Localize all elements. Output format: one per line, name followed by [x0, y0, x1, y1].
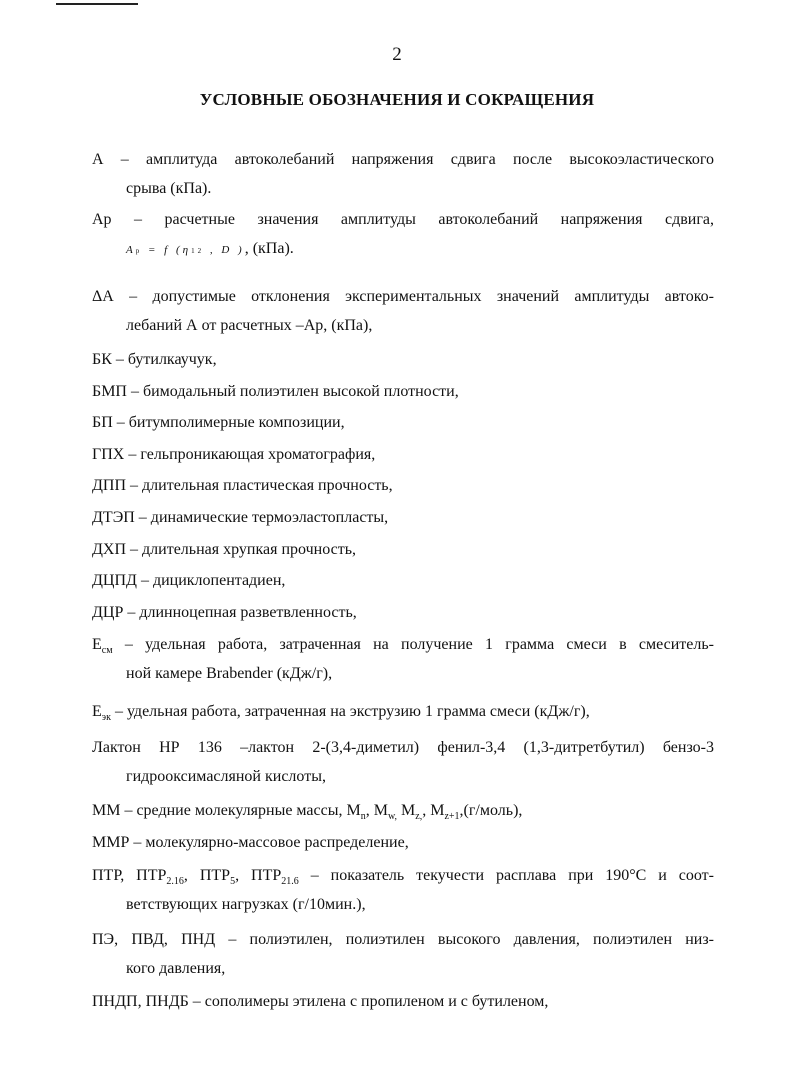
- symbol-e: Е: [92, 703, 102, 720]
- entry-line: БК – бутилкаучук,: [92, 351, 217, 368]
- entry-text: – показатель текучести расплава при 190°С и соот-: [298, 867, 714, 884]
- entry-text: , M: [422, 802, 445, 819]
- entry-line: ветствующих нагрузках (г/10мин.),: [126, 896, 366, 913]
- subscript: z+1: [444, 811, 460, 823]
- symbol-e: Е: [92, 636, 102, 653]
- entry-line: [92, 796, 714, 825]
- entry-pe: [92, 925, 714, 983]
- formula-a: A: [126, 244, 136, 256]
- entry-line: ΔА – допустимые отклонения экспериментальных значений амплитуды автоко-: [92, 288, 714, 305]
- entry-line: ММР – молекулярно-массовое распределение,: [92, 834, 409, 851]
- formula-12: 12: [191, 247, 205, 255]
- entry-text: ММ – средние молекулярные массы, M: [92, 802, 361, 819]
- subscript-ek: эк: [101, 712, 111, 724]
- entry-gpkh: [92, 440, 714, 469]
- entry-line: ДПП – длительная пластическая прочность,: [92, 477, 393, 494]
- page-number: 2: [392, 44, 402, 65]
- entry-mm: [92, 796, 714, 825]
- subscript: 21.6: [281, 876, 299, 888]
- entry-ptr: [92, 861, 714, 919]
- formula-line: [92, 234, 714, 266]
- entry-line: ПНДП, ПНДБ – сополимеры этилена с пропиленом и с бутиленом,: [92, 993, 549, 1010]
- entry-line: Лактон НР 136 –лактон 2-(3,4-диметил) фенил-3,4 (1,3-дитретбутил) бензо-3: [92, 739, 714, 756]
- entry-line: [92, 630, 714, 659]
- subscript: w,: [387, 811, 398, 823]
- entry-lakton: [92, 733, 714, 791]
- subscript: 2.16: [166, 876, 184, 888]
- entry-mmr: [92, 828, 714, 857]
- entry-a: [92, 145, 714, 203]
- page-title: УСЛОВНЫЕ ОБОЗНАЧЕНИЯ И СОКРАЩЕНИЯ: [199, 90, 595, 109]
- entry-text: M: [397, 802, 416, 819]
- entry-eek: [92, 697, 714, 726]
- entry-bmp: [92, 377, 714, 406]
- entry-line: кого давления,: [126, 960, 226, 977]
- entry-dpp: [92, 471, 714, 500]
- entry-text: – удельная работа, затраченная на экструзию 1 грамма смеси (кДж/г),: [110, 703, 590, 720]
- entry-line: [92, 697, 714, 726]
- entry-delta-a: [92, 282, 714, 340]
- subscript-sm: см: [101, 645, 113, 657]
- entry-line: [92, 861, 714, 890]
- subscript: 5: [230, 876, 236, 888]
- entry-bp: [92, 408, 714, 437]
- entry-line: ной камере Brabender (кДж/г),: [126, 665, 333, 682]
- entry-line: А – амплитуда автоколебаний напряжения сдвига после высокоэластического: [92, 151, 714, 168]
- corner-rule-line: [56, 3, 138, 5]
- formula: [126, 244, 245, 256]
- entry-line: ДЦР – длинноцепная разветвленность,: [92, 604, 357, 621]
- entry-text: , ПТР: [235, 867, 282, 884]
- entry-text: , M: [365, 802, 388, 819]
- entry-line: гидрооксимасляной кислоты,: [126, 768, 326, 785]
- entry-line: Ар – расчетные значения амплитуды автоколебаний напряжения сдвига,: [92, 211, 714, 228]
- entry-text: ,(г/моль),: [459, 802, 523, 819]
- entry-text: – удельная работа, затраченная на получение 1 грамма смеси в смеситель-: [112, 636, 714, 653]
- entry-text: , ПТР: [183, 867, 231, 884]
- entry-pndp: [92, 987, 714, 1016]
- entry-line: ГПХ – гельпроникающая хроматография,: [92, 446, 376, 463]
- entry-line: ДЦПД – дициклопентадиен,: [92, 572, 286, 589]
- entry-text: ПТР, ПТР: [92, 867, 167, 884]
- entry-line: ПЭ, ПВД, ПНД – полиэтилен, полиэтилен высокого давления, полиэтилен низ-: [92, 931, 714, 948]
- entry-line: ДХП – длительная хрупкая прочность,: [92, 541, 356, 558]
- entry-line: , (кПа).: [244, 240, 294, 257]
- entry-line: БМП – бимодальный полиэтилен высокой плотности,: [92, 383, 459, 400]
- entry-esm: [92, 630, 714, 688]
- entry-bk: [92, 345, 714, 374]
- entry-line: срыва (кПа).: [126, 180, 212, 197]
- formula-equals-f-eta: = f (η: [147, 244, 192, 256]
- entry-dtsr: [92, 598, 714, 627]
- subscript: z,: [415, 811, 423, 823]
- entry-dtspd: [92, 566, 714, 595]
- entry-line: лебаний А от расчетных –Ар, (кПа),: [126, 317, 373, 334]
- subscript: n: [360, 811, 366, 823]
- entry-line: ДТЭП – динамические термоэластопласты,: [92, 509, 389, 526]
- entry-ap: [92, 205, 714, 266]
- entry-dkhp: [92, 535, 714, 564]
- formula-p: p: [135, 247, 143, 255]
- formula-d: , D ): [209, 244, 245, 256]
- entry-dtep: [92, 503, 714, 532]
- entry-line: БП – битумполимерные композиции,: [92, 414, 345, 431]
